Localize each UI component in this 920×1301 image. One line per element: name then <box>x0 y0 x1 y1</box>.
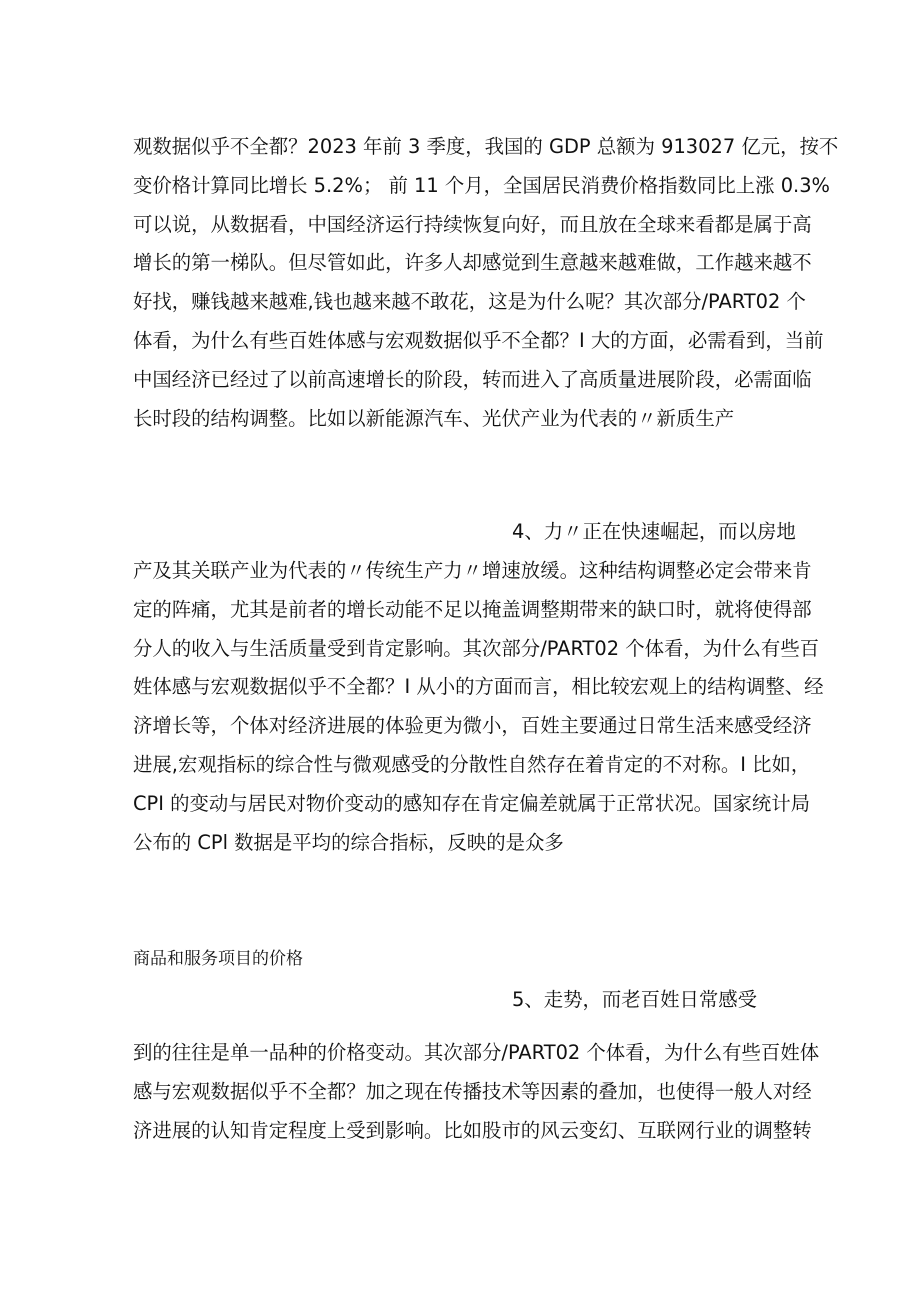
text-line: 进展,宏观指标的综合性与微观感受的分散性自然存在着肯定的不对称。I 比如， <box>133 752 811 776</box>
text-line: 定的阵痛，尤其是前者的增长动能不足以掩盖调整期带来的缺口时，就将使得部 <box>133 597 812 621</box>
paragraph-block-2 <box>133 552 824 862</box>
text-line: 公布的 CPl 数据是平均的综合指标，反映的是众多 <box>133 830 564 854</box>
text-line: 产及其关联产业为代表的〃传统生产力〃增速放缓。这种结构调整必定会带来肯 <box>133 559 812 582</box>
text-line: 济增长等，个体对经济进展的体验更为微小，百姓主要通过日常生活来感受经济 <box>133 714 812 738</box>
section-heading-5: 5、走势，而老百姓日常感受 <box>512 988 758 1011</box>
text-line: 中国经济已经过了以前高速增长的阶段，转而进入了高质量进展阶段，必需面临 <box>133 367 812 391</box>
paragraph-block-3 <box>133 1034 820 1150</box>
text-line: 姓体感与宏观数据似乎不全都？I 从小的方面而言，相比较宏观上的结构调整、经 <box>133 675 824 699</box>
text-line: 济进展的认知肯定程度上受到影响。比如股市的风云变幻、互联网行业的调整转 <box>133 1118 812 1142</box>
text-line: 体看，为什么有些百姓体感与宏观数据似乎不全都？I 大的方面，必需看到，当前 <box>133 328 824 352</box>
text-line: 可以说，从数据看，中国经济运行持续恢复向好，而且放在全球来看都是属于高 <box>133 212 812 236</box>
text-line: 长时段的结构调整。比如以新能源汽车、光伏产业为代表的〃新质生产 <box>133 406 735 430</box>
paragraph-block-small <box>133 942 793 976</box>
text-line: 增长的第一梯队。但尽管如此，许多人却感觉到生意越来越难做，工作越来越不 <box>133 251 812 275</box>
text-line: 好找，赚钱越来越难,钱也越来越不敢花，这是为什么呢？其次部分/PART02 个 <box>133 290 806 314</box>
text-line: 观数据似乎不全都？2023 年前 3 季度，我国的 GDP 总额为 913027 亿元，按不 <box>133 135 839 158</box>
text-line: 到的往往是单一品种的价格变动。其次部分/PART02 个体看，为什么有些百姓体 <box>133 1041 820 1064</box>
text-line-small: 商品和服务项目的价格 <box>133 949 303 969</box>
text-line: 分人的收入与生活质量受到肯定影响。其次部分/PART02 个体看，为什么有些百 <box>133 636 820 660</box>
text-line: 感与宏观数据似乎不全都？加之现在传播技术等因素的叠加，也使得一般人对经 <box>133 1079 812 1103</box>
paragraph-block-1 <box>133 128 839 438</box>
text-line: CPI 的变动与居民对物价变动的感知存在肯定偏差就属于正常状况。国家统计局 <box>133 791 811 815</box>
text-line: 变价格计算同比增长 5.2%； 前 11 个月，全国居民消费价格指数同比上涨 0.3% <box>133 173 830 197</box>
section-heading-4: 4、力〃正在快速崛起，而以房地 <box>512 520 796 543</box>
